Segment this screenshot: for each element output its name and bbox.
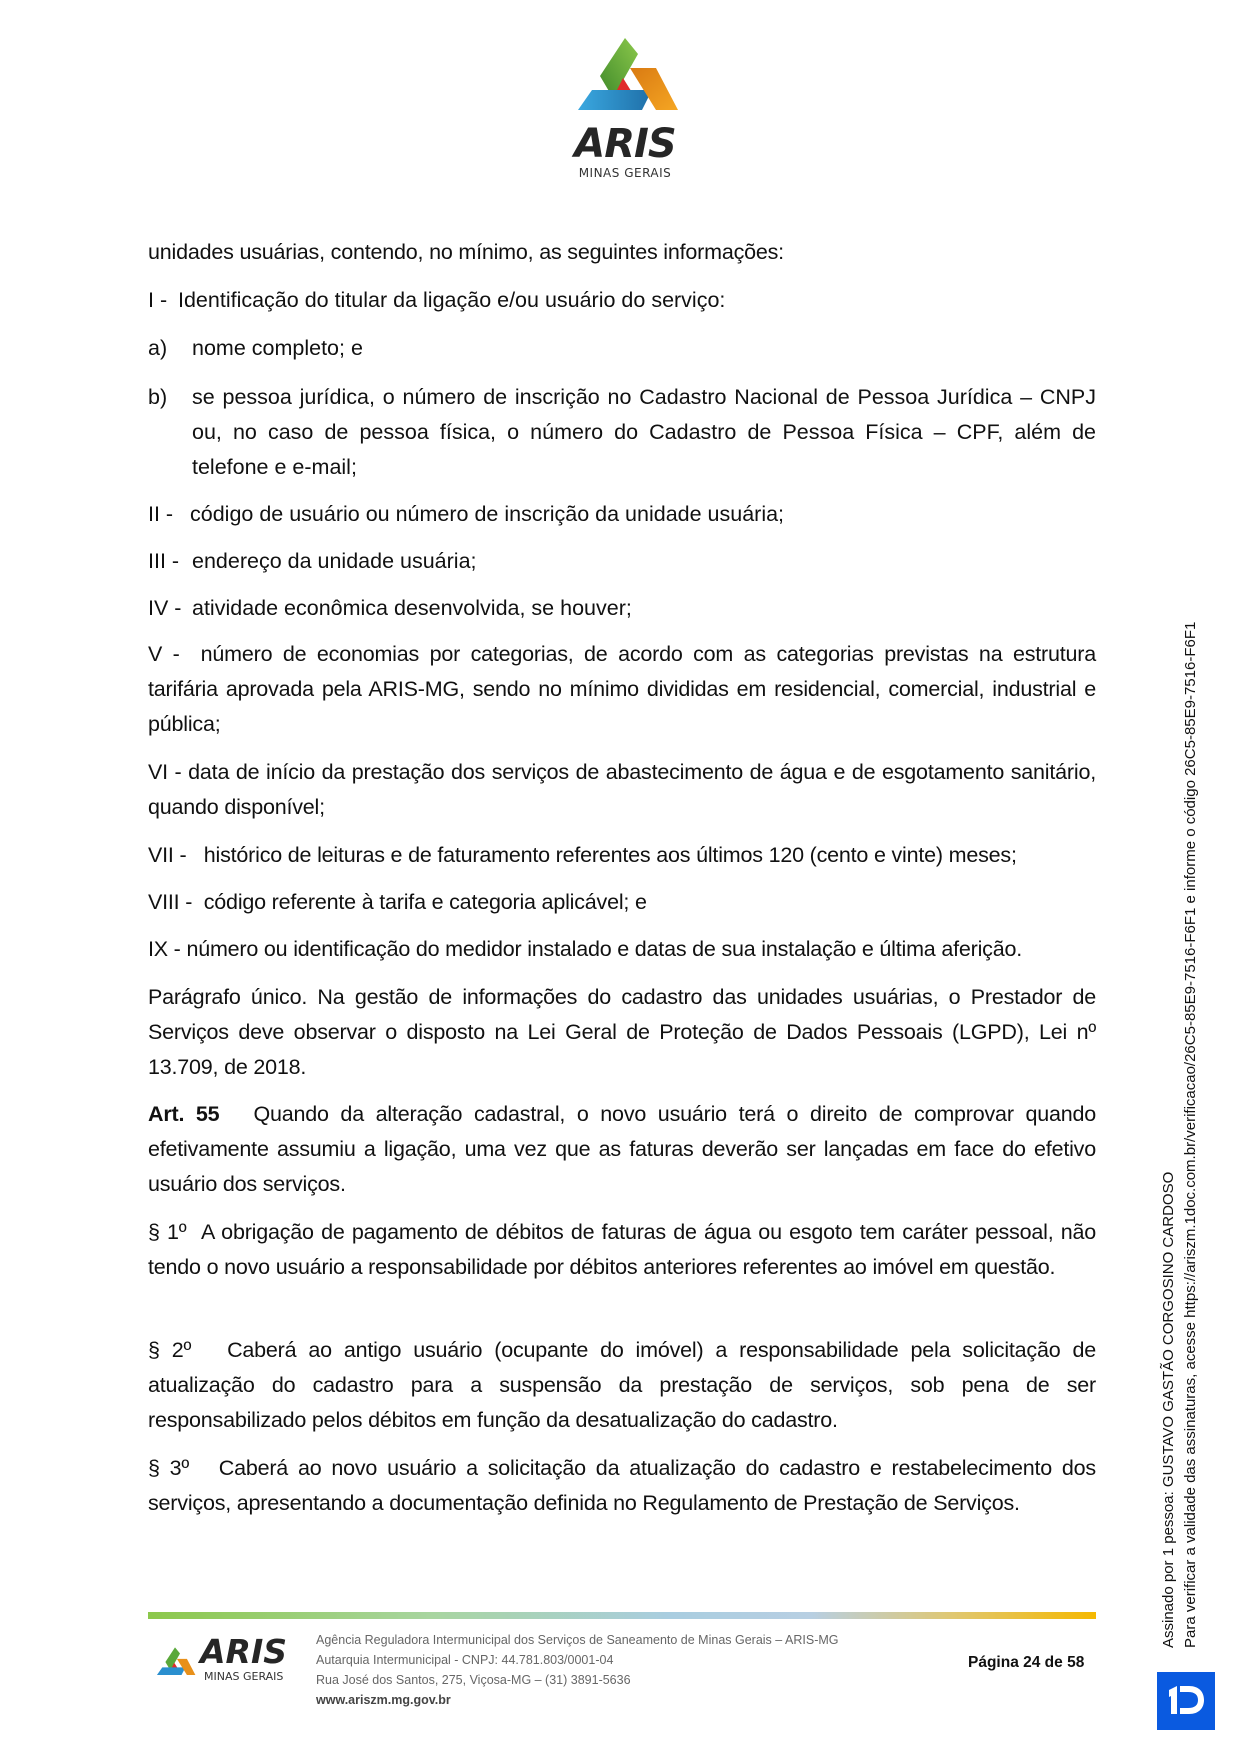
list-item <box>148 637 1096 742</box>
logo-name: ARIS <box>574 121 676 167</box>
item-text: data de início da prestação dos serviços de abastecimento de água e de esgotamento sanitário, quando disponível; <box>148 760 1096 819</box>
footer-info <box>316 1630 839 1710</box>
list-item <box>148 283 1096 318</box>
header-logo <box>560 26 690 181</box>
list-item <box>148 380 1096 485</box>
list-item <box>148 591 1096 626</box>
list-item <box>148 755 1096 825</box>
item-label: IV - <box>148 596 182 620</box>
footer-logo-name: ARIS <box>200 1632 287 1671</box>
item-label: II - <box>148 502 174 526</box>
footer-gradient-bar <box>148 1612 1096 1619</box>
article-text: Quando da alteração cadastral, o novo usuário terá o direito de comprovar quando efetivamente assumiu a ligação, uma vez que as faturas deverão ser lançadas em face do efetivo usuário dos serviços. <box>148 1102 1097 1196</box>
1doc-badge[interactable] <box>1157 1672 1215 1730</box>
paragrafo-unico: Parágrafo único. Na gestão de informações do cadastro das unidades usuárias, o Prestador de Serviços deve observar o disposto na Lei Geral de Proteção de Dados Pessoais (LGPD), Lei nº 13.709, de 2018. <box>148 985 1096 1079</box>
list-item <box>148 544 1096 579</box>
logo-subtitle: MINAS GERAIS <box>578 166 672 180</box>
footer-agency: Agência Reguladora Intermunicipal dos Serviços de Saneamento de Minas Gerais – ARIS-MG <box>316 1633 839 1647</box>
section-3 <box>148 1451 1096 1521</box>
1doc-logo-icon <box>1157 1672 1215 1730</box>
item-text: código referente à tarifa e categoria aplicável; e <box>203 890 647 914</box>
list-item <box>148 497 1096 532</box>
list-item <box>148 331 1096 366</box>
article-55 <box>148 1097 1096 1202</box>
footer-address: Rua José dos Santos, 275, Viçosa-MG – (31) 3891-5636 <box>316 1673 631 1687</box>
item-text: Identificação do titular da ligação e/ou usuário do serviço: <box>178 288 726 312</box>
item-text: número de economias por categorias, de acordo com as categorias previstas na estrutura tarifária aprovada pela ARIS-MG, sendo no mínimo divididas em residencial, comercial, industrial e pública; <box>148 642 1097 736</box>
item-label: V - <box>148 642 180 666</box>
item-label: I - <box>148 288 168 312</box>
item-text: código de usuário ou número de inscrição da unidade usuária; <box>190 502 785 526</box>
item-label: VI - <box>148 760 182 784</box>
section-label: § 2º <box>148 1338 192 1362</box>
signature-signed-by: Assinado por 1 pessoa: GUSTAVO GASTÃO CORGOSINO CARDOSO <box>1160 1171 1177 1648</box>
item-label: III - <box>148 549 180 573</box>
section-label: § 3º <box>148 1456 190 1480</box>
section-label: § 1º <box>148 1220 187 1244</box>
item-text: se pessoa jurídica, o número de inscrição no Cadastro Nacional de Pessoa Jurídica – CNPJ ou, no caso de pessoa física, o número do Cadastro de Pessoa Física – CPF, além de telefone e e-mail; <box>192 385 1096 479</box>
item-text: nome completo; e <box>192 336 363 360</box>
item-label: b) <box>148 385 168 409</box>
list-item <box>148 838 1096 873</box>
intro-text: unidades usuárias, contendo, no mínimo, as seguintes informações: <box>148 240 784 264</box>
item-text: atividade econômica desenvolvida, se houver; <box>192 596 632 620</box>
section-2 <box>148 1333 1096 1438</box>
footer-logo-subtitle: MINAS GERAIS <box>204 1670 284 1683</box>
item-text: histórico de leituras e de faturamento referentes aos últimos 120 (cento e vinte) meses; <box>203 843 1017 867</box>
aris-triangle-logo-icon <box>560 26 690 121</box>
signature-verify-link[interactable]: Para verificar a validade das assinaturas, acesse https://ariszm.1doc.com.br/verificacao/26C5-85E9-7516-F6F1 e informe o código 26C5-85E9-7516-F6F1 <box>1182 621 1199 1648</box>
aris-triangle-logo-icon <box>150 1636 200 1686</box>
item-label: IX - <box>148 937 181 961</box>
footer-logo <box>150 1632 298 1688</box>
item-label: VII - <box>148 843 187 867</box>
list-item <box>148 932 1096 967</box>
article-label: Art. 55 <box>148 1102 220 1126</box>
section-text: Caberá ao antigo usuário (ocupante do imóvel) a responsabilidade pela solicitação de atualização do cadastro para a suspensão da prestação de serviços, sob pena de ser responsabilizado pelos débitos em função da desatualização do cadastro. <box>148 1338 1096 1432</box>
page-number: Página 24 de 58 <box>968 1654 1085 1671</box>
list-item <box>148 885 1096 920</box>
section-text: A obrigação de pagamento de débitos de faturas de água ou esgoto tem caráter pessoal, não tendo o novo usuário a responsabilidade por débitos anteriores referentes ao imóvel em questão. <box>148 1220 1096 1279</box>
section-text: Caberá ao novo usuário a solicitação da atualização do cadastro e restabelecimento dos serviços, apresentando a documentação definida no Regulamento de Prestação de Serviços. <box>148 1456 1096 1515</box>
item-label: a) <box>148 336 168 360</box>
item-text: número ou identificação do medidor instalado e datas de sua instalação e última aferição. <box>186 937 1022 961</box>
footer-cnpj: Autarquia Intermunicipal - CNPJ: 44.781.803/0001-04 <box>316 1653 614 1667</box>
footer-website-link[interactable]: www.ariszm.mg.gov.br <box>316 1693 451 1707</box>
item-text: endereço da unidade usuária; <box>192 549 477 573</box>
section-1 <box>148 1215 1096 1285</box>
item-label: VIII - <box>148 890 193 914</box>
